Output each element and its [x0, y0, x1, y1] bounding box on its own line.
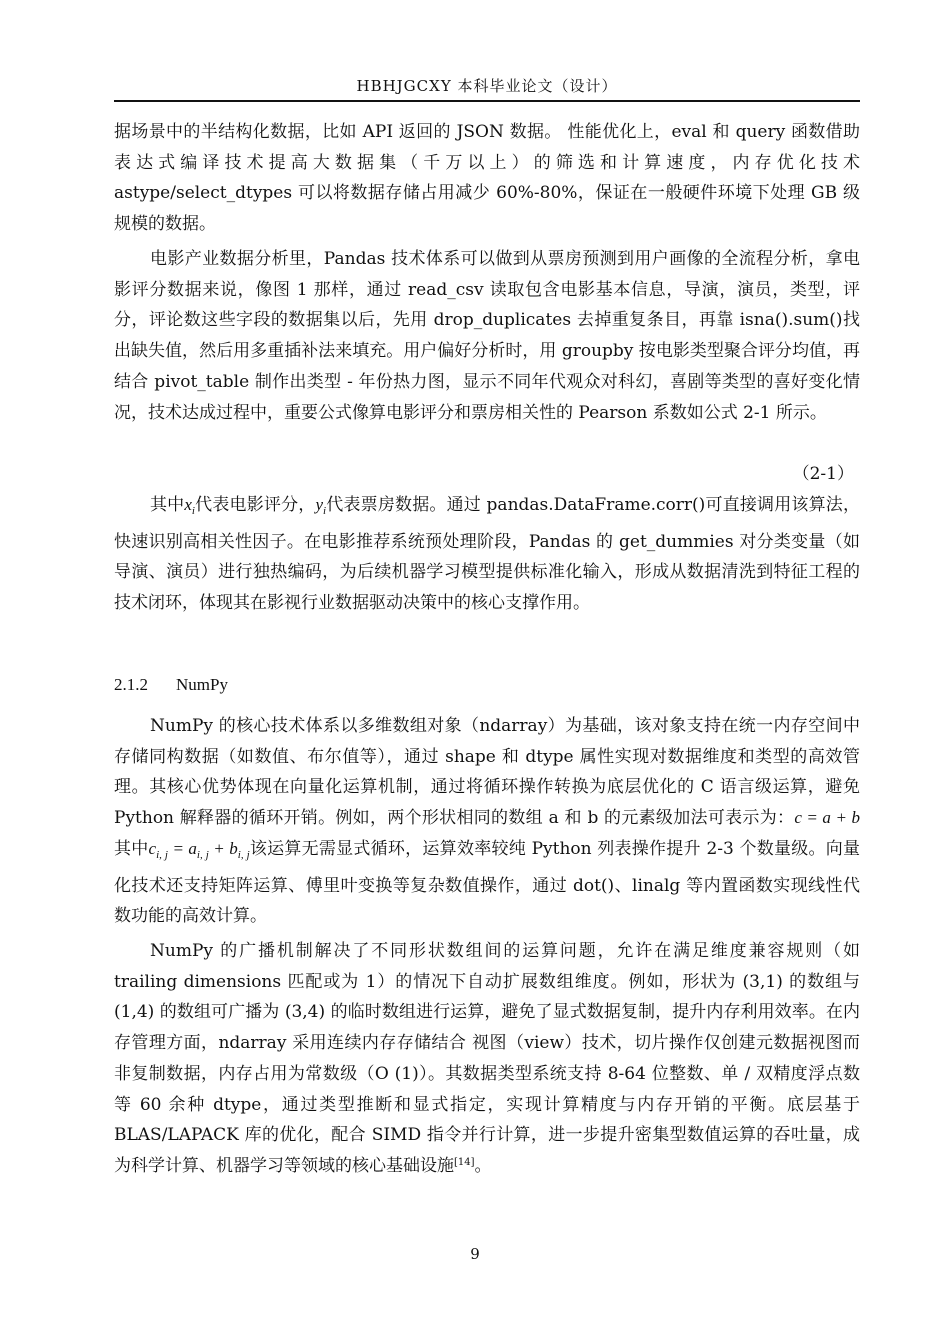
variable-x-symbol: x [184, 495, 192, 514]
text-segment: NumPy 的核心技术体系以多维数组对象（ndarray）为基础，该对象支持在统一内存空间中存储同构数据（如数值、布尔值等），通过 shape 和 dtype 属性实现对数据维度和类型的高效管理。其核心优势体现在向量化运算机制，通过将循环操作转换为底层优化的 C 语言级运算，避免 Python 解释器的循环开销。例如，两个形状相同的数组 a 和 b 的元素级加法可表示为： [114, 716, 860, 829]
section-title: NumPy [176, 675, 228, 694]
subscript-ij: i, j [156, 848, 168, 861]
section-heading [114, 673, 228, 697]
equation-number: （2-1） [792, 464, 854, 484]
subscript-ij: i, j [196, 848, 209, 861]
text-segment: 其中 [150, 495, 185, 515]
symbol-a: a [188, 838, 197, 858]
running-header: HBHJGCXY 本科毕业论文（设计） [356, 77, 618, 95]
symbol-b: b [229, 838, 238, 858]
paragraph-ndarray [114, 711, 860, 932]
text-segment: 该运算无需显式循环，运算效率较纯 Python 列表操作提升 2-3 个数量级。向量化技术还支持矩阵运算、傅里叶变换等复杂数值操作，通过 dot()、linalg 等内置函数实现线性代数功能的高效计算。 [114, 838, 860, 927]
header-rule [114, 100, 860, 102]
variable-y-symbol: y [315, 495, 324, 514]
paragraph-broadcasting [114, 936, 860, 1182]
text-segment: 代表票房数据。通过 pandas.DataFrame.corr()可直接调用该算法，快速识别高相关性因子。在电影推荐系统预处理阶段，Pandas 的 get_dummies 对分类变量（如导演、演员）进行独热编码，为后续机器学习模型提供标准化输入，形成从数据清洗到特征工程的技术闭环，体现其在影视行业数据驱动决策中的核心支撑作用。 [114, 495, 860, 614]
section-number: 2.1.2 [114, 675, 148, 694]
equation-elementwise [148, 838, 250, 861]
subscript-i: i [191, 505, 195, 517]
subscript-ij: i, j [237, 848, 250, 861]
variable-x [184, 495, 195, 517]
paragraph-pandas-performance: 据场景中的半结构化数据，比如 API 返回的 JSON 数据。 性能优化上，eval 和 query 函数借助表达式编译技术提高大数据集（千万以上）的筛选和计算速度，内存优化技术 astype/select_dtypes 可以将数据存储占用减少 60%-80%，保证在一般硬件环境下处理 GB 级规模的数据。 [114, 122, 860, 235]
text-segment: NumPy 的广播机制解决了不同形状数组间的运算问题，允许在满足维度兼容规则（如 trailing dimensions 匹配或为 1）的情况下自动扩展数组维度。例如，形状为 (3,1) 的数组与 (1,4) 的数组可广播为 (3,4) 的临时数组进行运算，避免了显式数据复制，提升内存利用效率。在内存管理方面，ndarray 采用连续内存存储结合 视图（view）技术，切片操作仅创建元数据视图而非复制数据，内存占用为常数级（O (1)）。其数据类型系统支持 8-64 位整数、单 / 双精度浮点数等 60 余种 dtype，通过类型推断和显式指定，实现计算精度与内存开销的平衡。底层基于 BLAS/LAPACK 库的优化，配合 SIMD 指令并行计算，进一步提升密集型数值运算的吞吐量，成为科学计算、机器学习等领域的核心基础设施 [114, 941, 860, 1176]
text-segment: 其中 [114, 838, 149, 859]
page-number: 9 [470, 1245, 480, 1263]
subscript-i: i [323, 505, 327, 517]
text-segment: 代表电影评分， [194, 495, 316, 515]
equation-c-equals-a-plus-b: c = a + b [794, 808, 860, 828]
plus-sign: + [208, 838, 230, 858]
paragraph-correlation [114, 490, 860, 619]
equals-sign: = [167, 838, 189, 858]
variable-y [315, 495, 327, 517]
paragraph-movie-analysis: 电影产业数据分析里，Pandas 技术体系可以做到从票房预测到用户画像的全流程分析，拿电影评分数据来说，像图 1 那样，通过 read_csv 读取包含电影基本信息，导演，演员，类型，评分，评论数这些字段的数据集以后，先用 drop_duplicates 去掉重复条目，再靠 isna().sum()找出缺失值，然后用多重插补法来填充。用户偏好分析时，用 groupby 按电影类型聚合评分均值，再结合 pivot_table 制作出类型 - 年份热力图，显示不同年代观众对科幻，喜剧等类型的喜好变化情况，技术达成过程中，重要公式像算电影评分和票房相关性的 Pearson 系数如公式 2-1 所示。 [114, 249, 860, 423]
symbol-c: c [148, 838, 157, 858]
text-segment: 。 [474, 1155, 492, 1176]
citation-ref[interactable]: [14] [454, 1156, 475, 1168]
